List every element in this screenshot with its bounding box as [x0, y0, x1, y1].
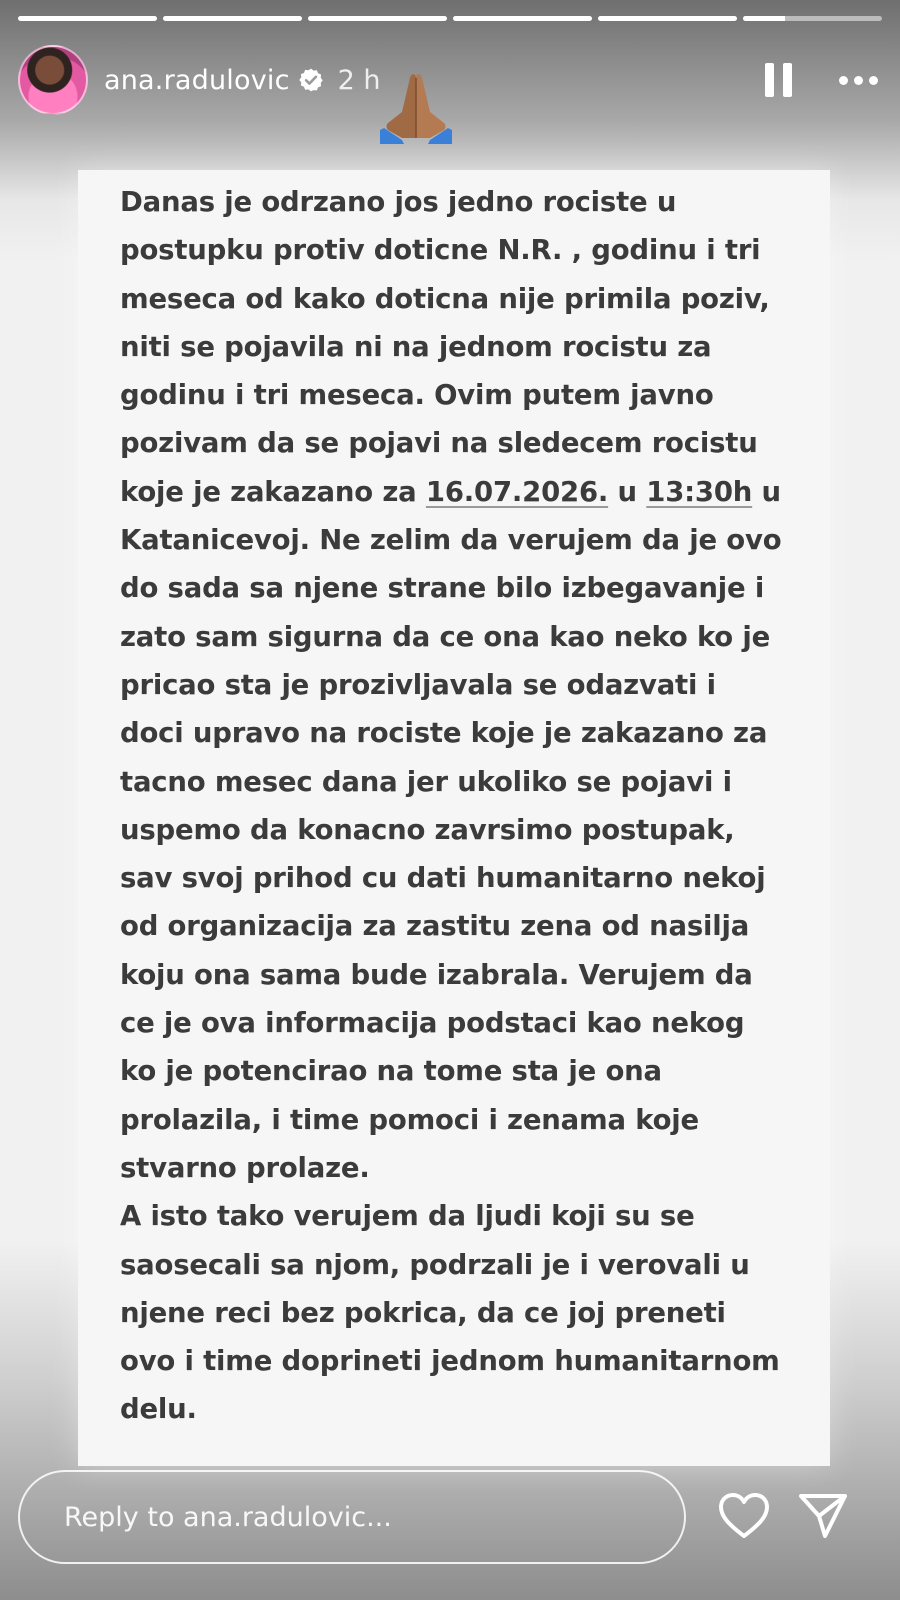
text-line: meseca od kako doticna nije primila poziv,	[120, 282, 770, 315]
text-line: prolazila, i time pomoci i zenama koje	[120, 1103, 699, 1136]
avatar[interactable]	[18, 45, 88, 115]
post-time: 2 h	[337, 64, 381, 96]
verified-badge-icon	[298, 67, 324, 93]
text-line: niti se pojavila ni na jednom rocistu za	[120, 330, 712, 363]
text-line: stvarno prolaze.	[120, 1151, 370, 1184]
send-icon[interactable]	[798, 1490, 848, 1540]
heart-icon[interactable]	[718, 1492, 770, 1540]
text-line: ce je ova informacija podstaci kao nekog	[120, 1007, 745, 1040]
text-line: sav svoj prihod cu dati humanitarno nekoj	[120, 862, 766, 895]
text-line: do sada sa njene strane bilo izbegavanje i	[120, 572, 765, 605]
text-line: saosecali sa njom, podrzali je i verovali u	[120, 1248, 750, 1281]
text-line: koju ona sama bude izabrala. Verujem da	[120, 958, 753, 991]
text-line: ovo i time doprineti jednom humanitarnom	[120, 1345, 780, 1378]
progress-segment	[163, 16, 302, 21]
text-line: uspemo da konacno zavrsimo postupak,	[120, 813, 735, 846]
hearing-date[interactable]: 16.07.2026.	[425, 475, 609, 508]
text-line: godinu i tri meseca. Ovim putem javno	[120, 379, 714, 412]
text-line: pricao sta je prozivljavala se odazvati i	[120, 668, 716, 701]
text-line: A isto tako verujem da ljudi koji su se	[120, 1200, 695, 1233]
progress-segment	[308, 16, 447, 21]
progress-segment	[18, 16, 157, 21]
text-line: od organizacija za zastitu zena od nasilja	[120, 910, 750, 943]
folded-hands-icon	[380, 68, 452, 144]
reply-placeholder: Reply to ana.radulovic...	[64, 1501, 392, 1533]
progress-segment	[743, 16, 882, 21]
text-line: delu.	[120, 1393, 197, 1426]
text-line: pozivam da se pojavi na sledecem rocistu	[120, 427, 758, 460]
username[interactable]: ana.radulovic	[104, 64, 290, 96]
text-line: Danas je odrzano jos jedno rociste u	[120, 186, 677, 218]
text-line: njene reci bez pokrica, da ce joj preneti	[120, 1296, 726, 1329]
text-line: tacno mesec dana jer ukoliko se pojavi i	[120, 765, 732, 798]
text-line: zato sam sigurna da ce ona kao neko ko je	[120, 620, 771, 653]
text-line: postupku protiv doticne N.R. , godinu i tri	[120, 234, 761, 267]
text-line: doci upravo na rociste koje je zakazano za	[120, 717, 768, 750]
reply-input[interactable]	[18, 1470, 686, 1564]
hearing-time[interactable]: 13:30h	[646, 475, 753, 508]
text-line: ko je potencirao na tome sta je ona	[120, 1055, 662, 1088]
text-line: koje je zakazano za 16.07.2026. u 13:30h u	[120, 475, 781, 508]
progress-segment	[598, 16, 737, 21]
text-line: Katanicevoj. Ne zelim da verujem da je ovo	[120, 524, 782, 557]
story-note-text	[120, 178, 820, 1434]
progress-segment	[453, 16, 592, 21]
story-progress-bar	[18, 16, 882, 21]
pause-icon[interactable]	[765, 63, 793, 97]
more-options-icon[interactable]	[839, 76, 878, 85]
